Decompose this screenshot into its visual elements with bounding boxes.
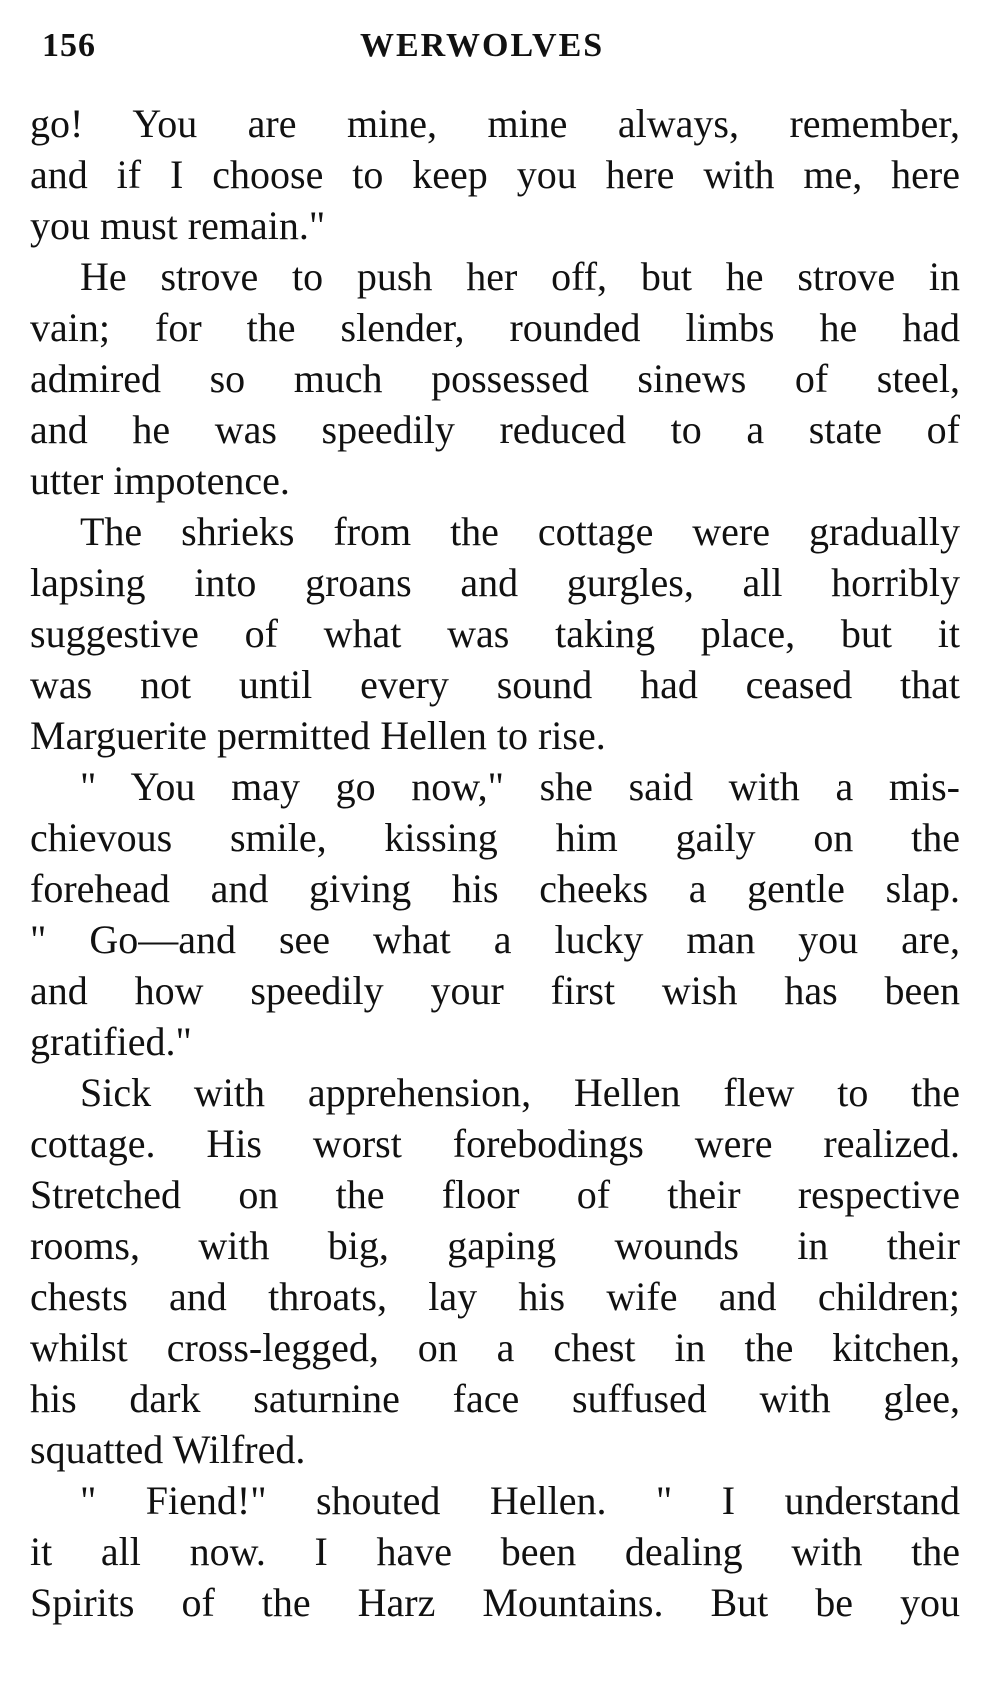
text-line: The shrieks from the cottage were gradually (80, 509, 960, 554)
text-line: cottage. His worst forebodings were realized. (30, 1121, 960, 1166)
text-line: chests and throats, lay his wife and children; (30, 1274, 960, 1319)
page-header (42, 18, 972, 78)
text-line: utter impotence. (30, 458, 290, 503)
text-line: Spirits of the Harz Mountains. But be you (30, 1580, 960, 1625)
text-line: and he was speedily reduced to a state of (30, 407, 960, 452)
body-text (30, 98, 960, 1628)
text-line: whilst cross-legged, on a chest in the kitchen, (30, 1325, 960, 1370)
text-line: He strove to push her off, but he strove in (80, 254, 960, 299)
text-line: rooms, with big, gaping wounds in their (30, 1223, 960, 1268)
text-line: vain; for the slender, rounded limbs he had (30, 305, 960, 350)
text-line: and how speedily your first wish has been (30, 968, 960, 1013)
text-line: " Go—and see what a lucky man you are, (30, 917, 960, 962)
text-line: gratified." (30, 1019, 192, 1064)
page-number: 156 (42, 27, 96, 64)
text-line: forehead and giving his cheeks a gentle slap. (30, 866, 960, 911)
text-line: his dark saturnine face suffused with glee, (30, 1376, 960, 1421)
text-line: Marguerite permitted Hellen to rise. (30, 713, 606, 758)
text-line: you must remain." (30, 203, 326, 248)
text-line: " You may go now," she said with a mis- (80, 764, 960, 809)
text-line: " Fiend!" shouted Hellen. " I understand (80, 1478, 960, 1523)
running-head: WERWOLVES (360, 27, 605, 64)
text-line: Stretched on the floor of their respective (30, 1172, 960, 1217)
text-line: was not until every sound had ceased that (30, 662, 960, 707)
text-line: admired so much possessed sinews of steel, (30, 356, 960, 401)
text-line: and if I choose to keep you here with me, here (30, 152, 960, 197)
text-line: chievous smile, kissing him gaily on the (30, 815, 960, 860)
text-line: it all now. I have been dealing with the (30, 1529, 960, 1574)
text-line: suggestive of what was taking place, but it (30, 611, 960, 656)
text-line: lapsing into groans and gurgles, all horribly (30, 560, 960, 605)
text-line: squatted Wilfred. (30, 1427, 306, 1472)
text-line: go! You are mine, mine always, remember, (30, 101, 960, 146)
text-line: Sick with apprehension, Hellen flew to the (80, 1070, 960, 1115)
